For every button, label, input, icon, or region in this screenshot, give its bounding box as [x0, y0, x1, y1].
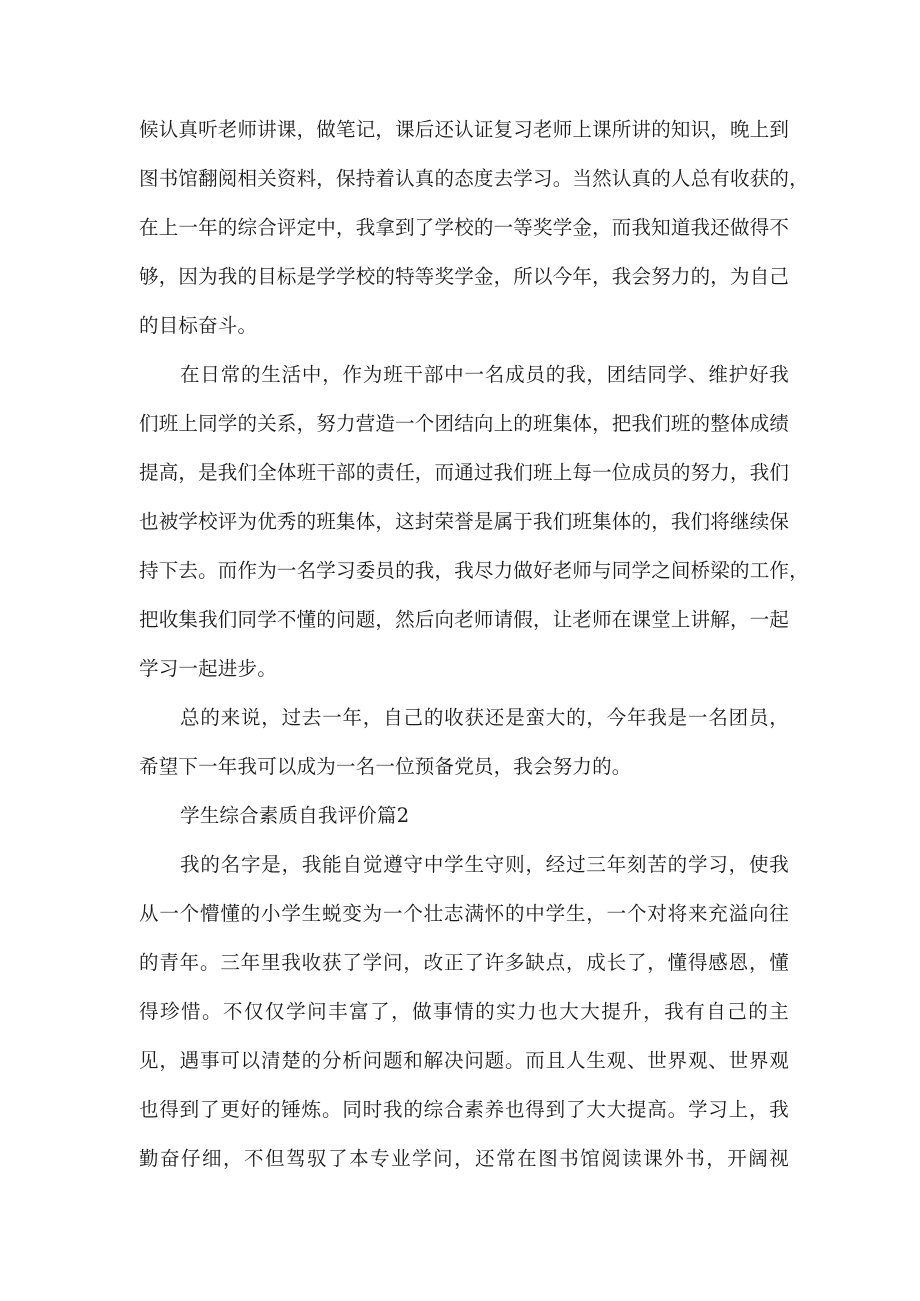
section-heading: 学生综合素质自我评价篇2 [180, 804, 410, 827]
text-line: 希望下一年我可以成为一名一位预备党员，我会努力的。 [139, 755, 632, 778]
text-line: 也被学校评为优秀的班集体，这封荣誉是属于我们班集体的，我们将继续保 [139, 510, 790, 533]
text-line: 在日常的生活中，作为班干部中一名成员的我，团结同学、维护好我 [180, 363, 789, 386]
text-line: 把收集我们同学不懂的问题，然后向老师请假，让老师在课堂上讲解，一起 [139, 608, 790, 631]
text-line: 在上一年的综合评定中，我拿到了学校的一等奖学金，而我知道我还做得不 [139, 216, 790, 239]
text-line: 得珍惜。不仅仅学问丰富了，做事情的实力也大大提升，我有自己的主 [139, 1000, 789, 1023]
text-line: 总的来说，过去一年，自己的收获还是蛮大的，今年我是一名团员， [180, 706, 789, 729]
text-line: 我的名字是，我能自觉遵守中学生守则，经过三年刻苦的学习，使我 [180, 853, 789, 876]
text-line: 的目标奋斗。 [139, 314, 258, 337]
text-line: 持下去。而作为一名学习委员的我，我尽力做好老师与同学之间桥梁的工作， [139, 559, 809, 582]
text-line: 学习一起进步。 [139, 657, 277, 680]
text-line: 候认真听老师讲课，做笔记，课后还认证复习老师上课所讲的知识，晚上到 [139, 118, 790, 141]
text-line: 们班上同学的关系，努力营造一个团结向上的班集体，把我们班的整体成绩 [139, 412, 790, 435]
text-line: 勤奋仔细，不但驾驭了本专业学问，还常在图书馆阅读课外书，开阔视 [139, 1147, 789, 1170]
text-line: 提高，是我们全体班干部的责任，而通过我们班上每一位成员的努力，我们 [139, 461, 790, 484]
text-line: 够，因为我的目标是学学校的特等奖学金，所以今年，我会努力的，为自己 [139, 265, 790, 288]
text-line: 的青年。三年里我收获了学问，改正了许多缺点，成长了，懂得感恩，懂 [139, 951, 789, 974]
text-line: 图书馆翻阅相关资料，保持着认真的态度去学习。当然认真的人总有收获的， [139, 167, 809, 190]
text-line: 从一个懵懂的小学生蜕变为一个壮志满怀的中学生，一个对将来充溢向往 [139, 902, 789, 925]
text-line: 见，遇事可以清楚的分析问题和解决问题。而且人生观、世界观、世界观 [139, 1049, 789, 1072]
text-line: 也得到了更好的锤炼。同时我的综合素养也得到了大大提高。学习上，我 [139, 1098, 789, 1121]
